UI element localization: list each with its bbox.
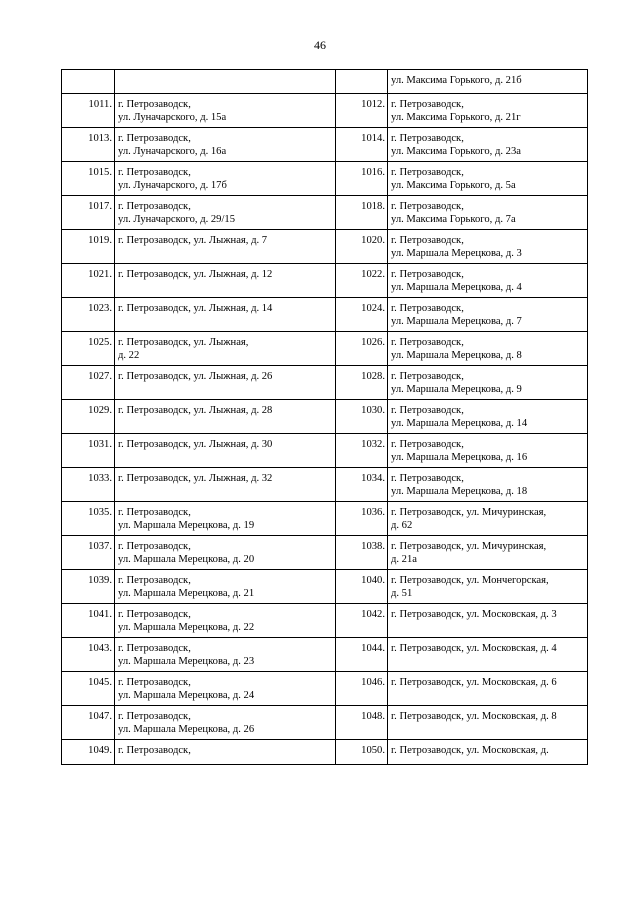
entry-number-left: 1031.	[62, 434, 115, 468]
table-row	[62, 604, 588, 638]
table-row	[62, 264, 588, 298]
address-table-body	[62, 70, 588, 765]
address-right: г. Петрозаводск, ул. Московская, д. 4	[388, 638, 588, 672]
entry-number-right: 1024.	[336, 298, 388, 332]
address-right: г. Петрозаводск, ул. Мичуринская, д. 62	[388, 502, 588, 536]
address-left: г. Петрозаводск, ул. Лыжная, д. 28	[115, 400, 336, 434]
entry-number-left	[62, 70, 115, 94]
table-row	[62, 94, 588, 128]
entry-number-right: 1022.	[336, 264, 388, 298]
table-row	[62, 434, 588, 468]
address-right: г. Петрозаводск, ул. Максима Горького, д. 7а	[388, 196, 588, 230]
entry-number-right: 1030.	[336, 400, 388, 434]
entry-number-right: 1012.	[336, 94, 388, 128]
entry-number-right	[336, 70, 388, 94]
table-row	[62, 638, 588, 672]
address-right: г. Петрозаводск, ул. Максима Горького, д. 23а	[388, 128, 588, 162]
entry-number-right: 1020.	[336, 230, 388, 264]
entry-number-left: 1035.	[62, 502, 115, 536]
address-right: ул. Максима Горького, д. 21б	[388, 70, 588, 94]
entry-number-right: 1044.	[336, 638, 388, 672]
table-row	[62, 706, 588, 740]
address-right: г. Петрозаводск, ул. Маршала Мерецкова, д. 16	[388, 434, 588, 468]
table-row	[62, 196, 588, 230]
table-row	[62, 332, 588, 366]
address-right: г. Петрозаводск, ул. Маршала Мерецкова, д. 8	[388, 332, 588, 366]
entry-number-left: 1029.	[62, 400, 115, 434]
address-left: г. Петрозаводск, ул. Луначарского, д. 29/15	[115, 196, 336, 230]
entry-number-right: 1040.	[336, 570, 388, 604]
entry-number-right: 1050.	[336, 740, 388, 765]
entry-number-left: 1015.	[62, 162, 115, 196]
entry-number-right: 1046.	[336, 672, 388, 706]
address-left: г. Петрозаводск, ул. Лыжная, д. 32	[115, 468, 336, 502]
entry-number-left: 1039.	[62, 570, 115, 604]
entry-number-right: 1038.	[336, 536, 388, 570]
address-right: г. Петрозаводск, ул. Московская, д.	[388, 740, 588, 765]
address-right: г. Петрозаводск, ул. Маршала Мерецкова, д. 18	[388, 468, 588, 502]
table-row	[62, 366, 588, 400]
entry-number-left: 1043.	[62, 638, 115, 672]
address-left: г. Петрозаводск, ул. Лыжная, д. 14	[115, 298, 336, 332]
address-table	[61, 69, 588, 765]
address-left: г. Петрозаводск, ул. Лыжная, д. 22	[115, 332, 336, 366]
address-right: г. Петрозаводск, ул. Мончегорская, д. 51	[388, 570, 588, 604]
address-left: г. Петрозаводск, ул. Луначарского, д. 16а	[115, 128, 336, 162]
entry-number-right: 1034.	[336, 468, 388, 502]
page-number: 46	[314, 38, 326, 52]
entry-number-left: 1037.	[62, 536, 115, 570]
entry-number-left: 1027.	[62, 366, 115, 400]
address-left: г. Петрозаводск,	[115, 740, 336, 765]
address-right: г. Петрозаводск, ул. Московская, д. 6	[388, 672, 588, 706]
entry-number-right: 1042.	[336, 604, 388, 638]
table-row	[62, 230, 588, 264]
address-left: г. Петрозаводск, ул. Маршала Мерецкова, д. 19	[115, 502, 336, 536]
table-row	[62, 536, 588, 570]
address-right: г. Петрозаводск, ул. Маршала Мерецкова, д. 7	[388, 298, 588, 332]
table-row	[62, 740, 588, 765]
entry-number-right: 1048.	[336, 706, 388, 740]
address-right: г. Петрозаводск, ул. Маршала Мерецкова, д. 4	[388, 264, 588, 298]
address-left: г. Петрозаводск, ул. Маршала Мерецкова, д. 23	[115, 638, 336, 672]
entry-number-right: 1026.	[336, 332, 388, 366]
table-row	[62, 400, 588, 434]
address-right: г. Петрозаводск, ул. Московская, д. 3	[388, 604, 588, 638]
table-row	[62, 468, 588, 502]
address-left: г. Петрозаводск, ул. Маршала Мерецкова, д. 26	[115, 706, 336, 740]
address-right: г. Петрозаводск, ул. Маршала Мерецкова, д. 3	[388, 230, 588, 264]
address-right: г. Петрозаводск, ул. Московская, д. 8	[388, 706, 588, 740]
address-right: г. Петрозаводск, ул. Максима Горького, д. 21г	[388, 94, 588, 128]
entry-number-right: 1018.	[336, 196, 388, 230]
entry-number-right: 1036.	[336, 502, 388, 536]
entry-number-left: 1017.	[62, 196, 115, 230]
table-row	[62, 70, 588, 94]
address-left: г. Петрозаводск, ул. Маршала Мерецкова, д. 22	[115, 604, 336, 638]
entry-number-left: 1013.	[62, 128, 115, 162]
entry-number-right: 1014.	[336, 128, 388, 162]
address-left: г. Петрозаводск, ул. Лыжная, д. 7	[115, 230, 336, 264]
address-left	[115, 70, 336, 94]
entry-number-left: 1025.	[62, 332, 115, 366]
table-row	[62, 298, 588, 332]
address-left: г. Петрозаводск, ул. Луначарского, д. 15а	[115, 94, 336, 128]
address-left: г. Петрозаводск, ул. Луначарского, д. 17б	[115, 162, 336, 196]
address-right: г. Петрозаводск, ул. Маршала Мерецкова, д. 9	[388, 366, 588, 400]
address-right: г. Петрозаводск, ул. Максима Горького, д. 5а	[388, 162, 588, 196]
entry-number-left: 1047.	[62, 706, 115, 740]
entry-number-left: 1019.	[62, 230, 115, 264]
table-row	[62, 570, 588, 604]
address-left: г. Петрозаводск, ул. Маршала Мерецкова, д. 20	[115, 536, 336, 570]
address-left: г. Петрозаводск, ул. Лыжная, д. 26	[115, 366, 336, 400]
table-row	[62, 502, 588, 536]
entry-number-left: 1033.	[62, 468, 115, 502]
address-left: г. Петрозаводск, ул. Маршала Мерецкова, д. 24	[115, 672, 336, 706]
entry-number-left: 1011.	[62, 94, 115, 128]
entry-number-right: 1028.	[336, 366, 388, 400]
entry-number-left: 1049.	[62, 740, 115, 765]
address-left: г. Петрозаводск, ул. Маршала Мерецкова, д. 21	[115, 570, 336, 604]
entry-number-right: 1016.	[336, 162, 388, 196]
table-row	[62, 672, 588, 706]
address-left: г. Петрозаводск, ул. Лыжная, д. 12	[115, 264, 336, 298]
address-right: г. Петрозаводск, ул. Маршала Мерецкова, д. 14	[388, 400, 588, 434]
address-left: г. Петрозаводск, ул. Лыжная, д. 30	[115, 434, 336, 468]
entry-number-left: 1041.	[62, 604, 115, 638]
table-row	[62, 162, 588, 196]
entry-number-left: 1023.	[62, 298, 115, 332]
table-row	[62, 128, 588, 162]
entry-number-left: 1021.	[62, 264, 115, 298]
entry-number-right: 1032.	[336, 434, 388, 468]
address-right: г. Петрозаводск, ул. Мичуринская, д. 21а	[388, 536, 588, 570]
entry-number-left: 1045.	[62, 672, 115, 706]
